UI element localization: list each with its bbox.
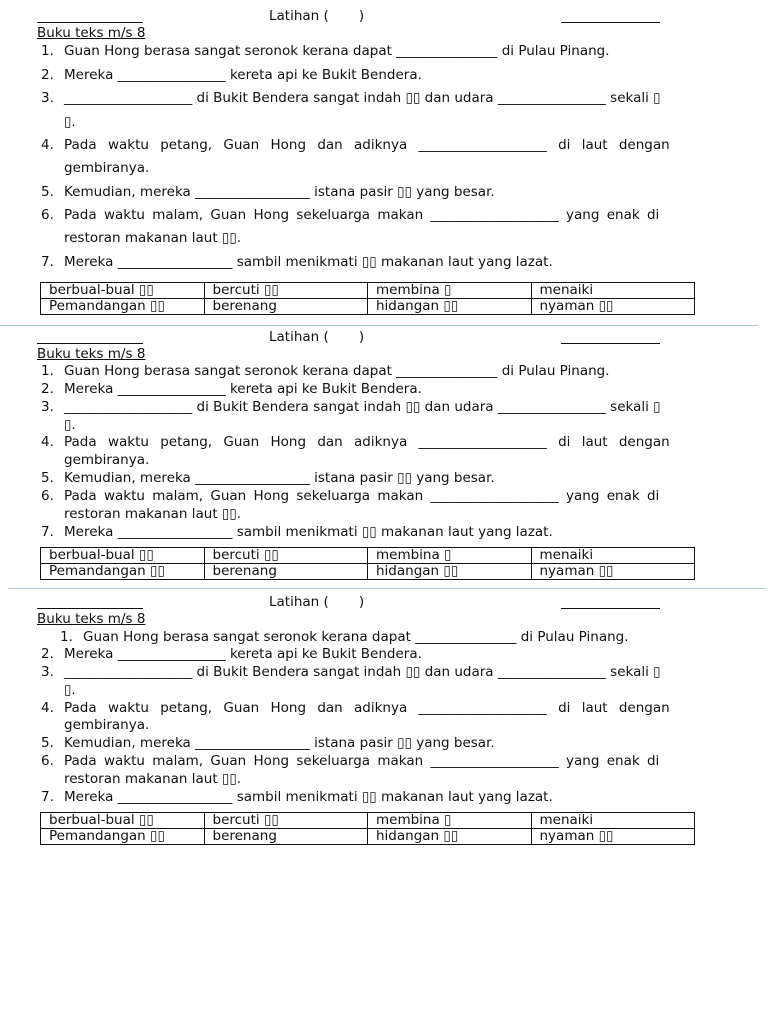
question-number: 7. [41, 789, 54, 805]
word-bank-cell: berbual-bual ▯▯ [41, 283, 205, 299]
word-bank-cell: berbual-bual ▯▯ [41, 548, 205, 564]
question-text: gembiranya. [64, 717, 150, 733]
textbook-reference: Buku teks m/s 8 [37, 25, 146, 41]
word-bank-row [41, 829, 695, 845]
question-number: 7. [41, 524, 54, 540]
question-text: ___________________ di Bukit Bendera sangat indah ▯▯ dan udara ________________ sekali ▯ [64, 399, 661, 415]
word-bank-cell: bercuti ▯▯ [204, 548, 368, 564]
question-number: 3. [41, 399, 54, 415]
date-blank [561, 343, 660, 344]
word-bank-cell: Pemandangan ▯▯ [41, 564, 205, 580]
question-text: restoran makanan laut ▯▯. [64, 230, 242, 246]
question-text: Mereka ________________ kereta api ke Bukit Bendera. [64, 646, 422, 662]
question-number: 3. [41, 90, 54, 106]
question-text: Kemudian, mereka _________________ istana pasir ▯▯ yang besar. [64, 184, 495, 200]
word-bank-table [40, 547, 695, 580]
worksheet-header [0, 329, 768, 347]
question-text: Pada waktu petang, Guan Hong dan adiknya ___________________ di laut dengan [64, 700, 670, 716]
question-number: 6. [41, 753, 54, 769]
worksheet-title: Latihan ( ) [269, 8, 365, 24]
name-blank [37, 22, 143, 23]
word-bank-cell: bercuti ▯▯ [204, 283, 368, 299]
question-number: 5. [41, 184, 54, 200]
word-bank-cell: Pemandangan ▯▯ [41, 299, 205, 315]
word-bank-cell: berenang [204, 564, 368, 580]
word-bank-cell: membina ▯ [368, 813, 532, 829]
question-number: 1. [41, 363, 54, 379]
question-text: Mereka ________________ kereta api ke Bukit Bendera. [64, 67, 422, 83]
question-number: 2. [41, 646, 54, 662]
section-divider [0, 325, 758, 326]
word-bank-cell: menaiki [531, 283, 695, 299]
word-bank-cell: nyaman ▯▯ [531, 299, 695, 315]
question-number: 1. [60, 629, 73, 645]
word-bank-cell: menaiki [531, 813, 695, 829]
question-text: ▯. [64, 682, 76, 698]
worksheet-title: Latihan ( ) [269, 594, 365, 610]
word-bank-row [41, 548, 695, 564]
question-text: ▯. [64, 114, 76, 130]
question-text: Mereka ________________ kereta api ke Bukit Bendera. [64, 381, 422, 397]
question-number: 4. [41, 434, 54, 450]
question-text: Guan Hong berasa sangat seronok kerana dapat _______________ di Pulau Pinang. [64, 363, 610, 379]
word-bank-table [40, 282, 695, 315]
word-bank-cell: nyaman ▯▯ [531, 564, 695, 580]
textbook-reference: Buku teks m/s 8 [37, 611, 146, 627]
date-blank [561, 608, 660, 609]
word-bank-row [41, 283, 695, 299]
word-bank-cell: hidangan ▯▯ [368, 829, 532, 845]
word-bank-cell: membina ▯ [368, 283, 532, 299]
word-bank-cell: nyaman ▯▯ [531, 829, 695, 845]
question-text: Mereka _________________ sambil menikmati ▯▯ makanan laut yang lazat. [64, 789, 553, 805]
question-text: Pada waktu malam, Guan Hong sekeluarga makan ___________________ yang enak di [64, 488, 660, 504]
word-bank-row [41, 813, 695, 829]
question-text: Pada waktu malam, Guan Hong sekeluarga makan ___________________ yang enak di [64, 207, 660, 223]
word-bank-cell: berenang [204, 829, 368, 845]
section-divider [8, 588, 766, 589]
question-number: 4. [41, 700, 54, 716]
question-number: 6. [41, 207, 54, 223]
word-bank-cell: hidangan ▯▯ [368, 564, 532, 580]
question-text: Pada waktu petang, Guan Hong dan adiknya ___________________ di laut dengan [64, 434, 670, 450]
question-text: gembiranya. [64, 160, 150, 176]
worksheet-header [0, 594, 768, 612]
question-number: 2. [41, 381, 54, 397]
question-text: Kemudian, mereka _________________ istana pasir ▯▯ yang besar. [64, 735, 495, 751]
worksheet-title: Latihan ( ) [269, 329, 365, 345]
textbook-reference: Buku teks m/s 8 [37, 346, 146, 362]
question-text: Mereka _________________ sambil menikmati ▯▯ makanan laut yang lazat. [64, 524, 553, 540]
question-number: 5. [41, 470, 54, 486]
question-number: 2. [41, 67, 54, 83]
question-text: ___________________ di Bukit Bendera sangat indah ▯▯ dan udara ________________ sekali ▯ [64, 664, 661, 680]
word-bank-cell: berenang [204, 299, 368, 315]
question-number: 7. [41, 254, 54, 270]
word-bank-row [41, 299, 695, 315]
question-text: gembiranya. [64, 452, 150, 468]
question-number: 6. [41, 488, 54, 504]
question-text: restoran makanan laut ▯▯. [64, 506, 242, 522]
word-bank-cell: hidangan ▯▯ [368, 299, 532, 315]
question-text: Guan Hong berasa sangat seronok kerana dapat _______________ di Pulau Pinang. [83, 629, 629, 645]
question-text: Pada waktu malam, Guan Hong sekeluarga makan ___________________ yang enak di [64, 753, 660, 769]
question-text: ___________________ di Bukit Bendera sangat indah ▯▯ dan udara ________________ sekali ▯ [64, 90, 661, 106]
question-number: 4. [41, 137, 54, 153]
worksheet-header [0, 8, 768, 26]
word-bank-cell: membina ▯ [368, 548, 532, 564]
word-bank-row [41, 564, 695, 580]
name-blank [37, 343, 143, 344]
question-text: Guan Hong berasa sangat seronok kerana dapat _______________ di Pulau Pinang. [64, 43, 610, 59]
word-bank-cell: bercuti ▯▯ [204, 813, 368, 829]
question-text: restoran makanan laut ▯▯. [64, 771, 242, 787]
question-text: Pada waktu petang, Guan Hong dan adiknya ___________________ di laut dengan [64, 137, 670, 153]
question-text: Kemudian, mereka _________________ istana pasir ▯▯ yang besar. [64, 470, 495, 486]
question-number: 3. [41, 664, 54, 680]
question-number: 5. [41, 735, 54, 751]
word-bank-cell: menaiki [531, 548, 695, 564]
word-bank-table [40, 812, 695, 845]
word-bank-cell: berbual-bual ▯▯ [41, 813, 205, 829]
date-blank [561, 22, 660, 23]
question-number: 1. [41, 43, 54, 59]
question-text: ▯. [64, 417, 76, 433]
name-blank [37, 608, 143, 609]
word-bank-cell: Pemandangan ▯▯ [41, 829, 205, 845]
question-text: Mereka _________________ sambil menikmati ▯▯ makanan laut yang lazat. [64, 254, 553, 270]
